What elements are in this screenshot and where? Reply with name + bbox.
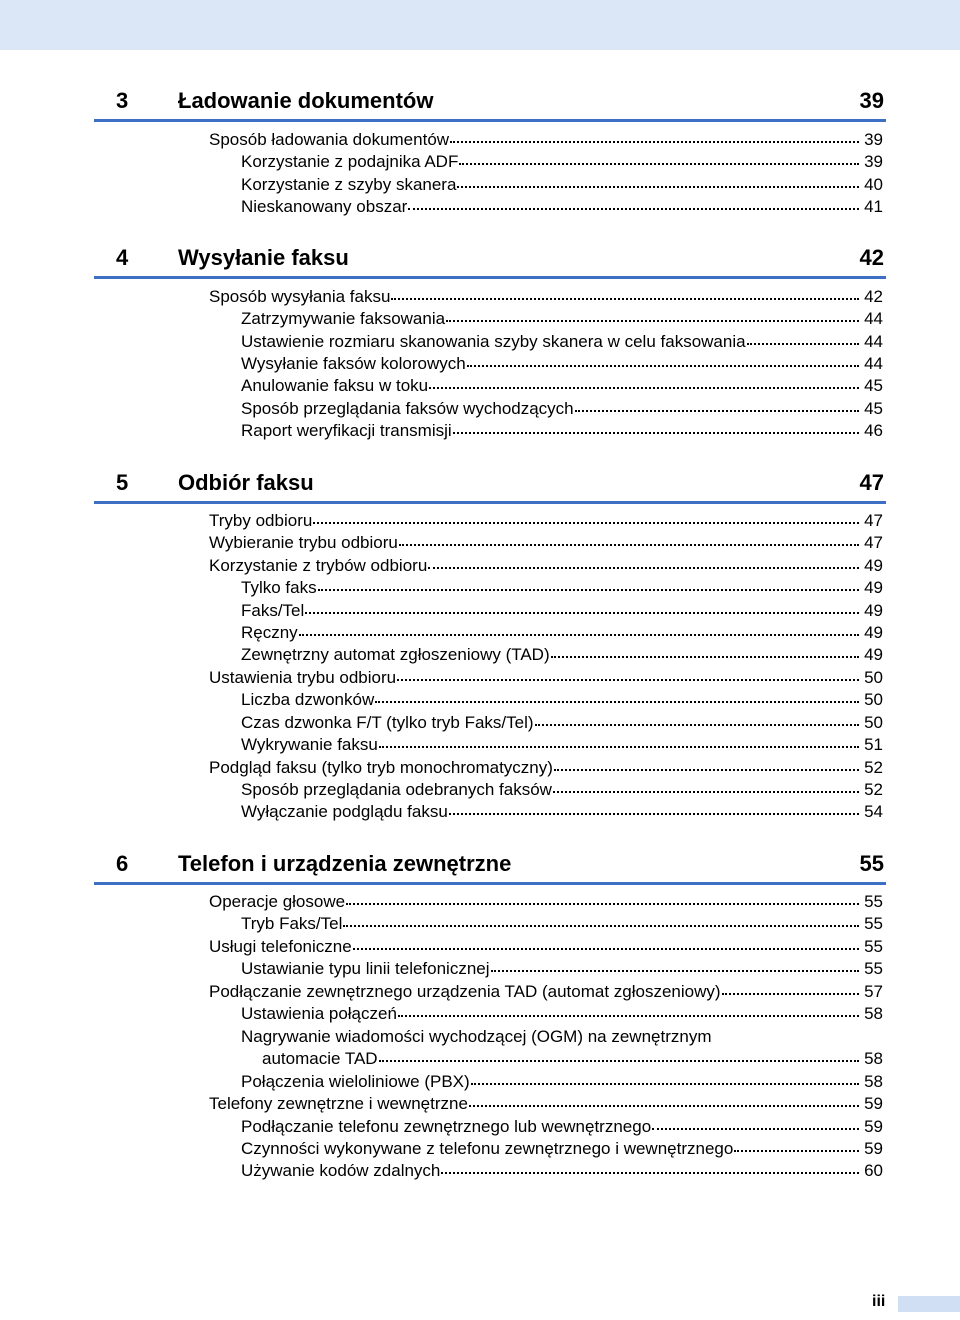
toc-entry[interactable] bbox=[241, 376, 883, 398]
chapter-section bbox=[0, 88, 960, 118]
dot-leader bbox=[313, 522, 859, 524]
toc-entry-page: 55 bbox=[864, 959, 883, 978]
toc-entry-page: 52 bbox=[864, 780, 883, 799]
toc-entry-title: Ustawienie rozmiaru skanowania szyby skanera w celu faksowania bbox=[241, 332, 746, 351]
toc-entry-page: 50 bbox=[864, 713, 883, 732]
toc-entry[interactable] bbox=[241, 1161, 883, 1183]
toc-entry[interactable] bbox=[209, 758, 883, 780]
toc-entry[interactable] bbox=[241, 623, 883, 645]
dot-leader bbox=[408, 208, 859, 210]
toc-entry[interactable] bbox=[209, 511, 883, 533]
toc-entry-title: Faks/Tel bbox=[241, 601, 305, 620]
toc-entry[interactable] bbox=[241, 713, 883, 735]
toc-entry-page: 49 bbox=[864, 578, 883, 597]
toc-entry-title: Nieskanowany obszar bbox=[241, 197, 408, 216]
toc-entry[interactable] bbox=[241, 690, 883, 712]
toc-entry[interactable] bbox=[241, 332, 883, 354]
toc-entry[interactable] bbox=[209, 1094, 883, 1116]
toc-entry[interactable] bbox=[241, 354, 883, 376]
chapter-section bbox=[0, 851, 960, 881]
toc-entry[interactable] bbox=[241, 959, 883, 981]
toc-entry-page: 42 bbox=[864, 287, 883, 306]
toc-entry-title: Podłączanie zewnętrznego urządzenia TAD (automat zgłoszeniowy) bbox=[209, 982, 721, 1001]
chapter-divider bbox=[94, 501, 886, 504]
chapter-heading[interactable] bbox=[0, 88, 960, 118]
dot-leader bbox=[353, 948, 859, 950]
dot-leader bbox=[379, 1060, 859, 1062]
toc-entry[interactable] bbox=[209, 287, 883, 309]
dot-leader bbox=[375, 701, 859, 703]
toc-entry-page: 55 bbox=[864, 937, 883, 956]
chapter-number: 4 bbox=[116, 245, 129, 270]
toc-entry-page: 49 bbox=[864, 623, 883, 642]
toc-entry-page: 45 bbox=[864, 399, 883, 418]
dot-leader bbox=[491, 970, 859, 972]
toc-entry-page: 49 bbox=[864, 556, 883, 575]
toc-entry-title: Czynności wykonywane z telefonu zewnętrznego i wewnętrznego bbox=[241, 1139, 734, 1158]
dot-leader bbox=[467, 365, 859, 367]
chapter-page: 42 bbox=[859, 245, 884, 270]
dot-leader bbox=[459, 163, 859, 165]
toc-entry[interactable]: Nagrywanie wiadomości wychodzącej (OGM) na zewnętrznym bbox=[241, 1027, 712, 1046]
toc-entry-title: automacie TAD bbox=[262, 1049, 378, 1068]
toc-entry-title: Operacje głosowe bbox=[209, 892, 346, 911]
toc-entry-title: Tryb Faks/Tel bbox=[241, 914, 343, 933]
toc-entry-title: Wykrywanie faksu bbox=[241, 735, 378, 754]
chapter-heading[interactable] bbox=[0, 851, 960, 881]
dot-leader bbox=[346, 903, 859, 905]
toc-entry-page: 59 bbox=[864, 1117, 883, 1136]
toc-entry[interactable] bbox=[209, 892, 883, 914]
toc-entry-page: 58 bbox=[864, 1049, 883, 1068]
chapter-heading[interactable] bbox=[0, 245, 960, 275]
toc-entry-page: 40 bbox=[864, 175, 883, 194]
toc-entry-title: Zewnętrzny automat zgłoszeniowy (TAD) bbox=[241, 645, 550, 664]
dot-leader bbox=[457, 186, 859, 188]
toc-entry-page: 49 bbox=[864, 601, 883, 620]
toc-entry[interactable] bbox=[241, 735, 883, 757]
toc-entry-page: 50 bbox=[864, 690, 883, 709]
toc-entry-page: 39 bbox=[864, 152, 883, 171]
dot-leader bbox=[734, 1150, 859, 1152]
toc-entry-title: Sposób wysyłania faksu bbox=[209, 287, 391, 306]
toc-entry[interactable] bbox=[262, 1049, 883, 1071]
dot-leader bbox=[453, 432, 859, 434]
toc-entry[interactable] bbox=[241, 309, 883, 331]
toc-entry-title: Korzystanie z podajnika ADF bbox=[241, 152, 459, 171]
chapter-title: Odbiór faksu bbox=[178, 470, 314, 495]
chapter-page: 47 bbox=[859, 470, 884, 495]
toc-entry[interactable] bbox=[241, 175, 883, 197]
toc-entry-page: 44 bbox=[864, 309, 883, 328]
dot-leader bbox=[305, 612, 859, 614]
chapter-number: 3 bbox=[116, 88, 129, 113]
chapter-number: 6 bbox=[116, 851, 129, 876]
toc-entry[interactable] bbox=[241, 197, 883, 219]
chapter-heading[interactable] bbox=[0, 470, 960, 500]
toc-entry[interactable] bbox=[209, 556, 883, 578]
toc-entry-page: 46 bbox=[864, 421, 883, 440]
dot-leader bbox=[535, 724, 859, 726]
dot-leader bbox=[469, 1105, 859, 1107]
toc-entry-title: Ustawienia połączeń bbox=[241, 1004, 397, 1023]
dot-leader bbox=[343, 925, 859, 927]
toc-entry[interactable] bbox=[241, 601, 883, 623]
dot-leader bbox=[399, 544, 859, 546]
dot-leader bbox=[379, 746, 859, 748]
toc-entry[interactable] bbox=[241, 421, 883, 443]
toc-entry-page: 55 bbox=[864, 892, 883, 911]
toc-entry-page: 45 bbox=[864, 376, 883, 395]
toc-entry[interactable] bbox=[241, 578, 883, 600]
toc-entry-page: 41 bbox=[864, 197, 883, 216]
toc-entry[interactable] bbox=[209, 668, 883, 690]
chapter-divider bbox=[94, 119, 886, 122]
chapter-title: Telefon i urządzenia zewnętrzne bbox=[178, 851, 512, 876]
toc-entry-title: Korzystanie z szyby skanera bbox=[241, 175, 457, 194]
toc-entry-title: Korzystanie z trybów odbioru bbox=[209, 556, 428, 575]
toc-entry-page: 58 bbox=[864, 1004, 883, 1023]
toc-entry[interactable] bbox=[241, 1117, 883, 1139]
toc-entry-title: Ustawianie typu linii telefonicznej bbox=[241, 959, 490, 978]
toc-entry[interactable] bbox=[241, 399, 883, 421]
toc-entry[interactable] bbox=[209, 937, 883, 959]
toc-entry-title: Sposób przeglądania faksów wychodzących bbox=[241, 399, 574, 418]
dot-leader bbox=[554, 769, 859, 771]
dot-leader bbox=[553, 791, 859, 793]
dot-leader bbox=[391, 298, 859, 300]
dot-leader bbox=[450, 141, 859, 143]
toc-entry-title: Czas dzwonka F/T (tylko tryb Faks/Tel) bbox=[241, 713, 534, 732]
toc-entry-title: Podłączanie telefonu zewnętrznego lub wewnętrznego bbox=[241, 1117, 652, 1136]
dot-leader bbox=[446, 320, 859, 322]
dot-leader bbox=[449, 813, 859, 815]
dot-leader bbox=[299, 634, 859, 636]
toc-entry-page: 57 bbox=[864, 982, 883, 1001]
dot-leader bbox=[551, 656, 859, 658]
toc-entry-title: Ręczny bbox=[241, 623, 298, 642]
chapter-page: 55 bbox=[859, 851, 884, 876]
toc-entry[interactable] bbox=[241, 645, 883, 667]
toc-entry-page: 51 bbox=[864, 735, 883, 754]
toc-entry[interactable] bbox=[241, 802, 883, 824]
toc-entry-title: Usługi telefoniczne bbox=[209, 937, 352, 956]
toc-entry-title: Wysyłanie faksów kolorowych bbox=[241, 354, 466, 373]
toc-entry-title: Ustawienia trybu odbioru bbox=[209, 668, 397, 687]
toc-entry[interactable] bbox=[241, 1139, 883, 1161]
toc-entry-title: Podgląd faksu (tylko tryb monochromatyczny) bbox=[209, 758, 553, 777]
chapter-title: Wysyłanie faksu bbox=[178, 245, 349, 270]
toc-entry[interactable] bbox=[209, 982, 883, 1004]
toc-entry-title: Raport weryfikacji transmisji bbox=[241, 421, 452, 440]
toc-entry-title: Telefony zewnętrzne i wewnętrzne bbox=[209, 1094, 468, 1113]
toc-entry[interactable] bbox=[209, 533, 883, 555]
toc-entry-page: 59 bbox=[864, 1139, 883, 1158]
dot-leader bbox=[471, 1083, 859, 1085]
dot-leader bbox=[652, 1128, 859, 1130]
toc-entry-page: 44 bbox=[864, 354, 883, 373]
toc-entry-page: 60 bbox=[864, 1161, 883, 1180]
toc-entry[interactable] bbox=[241, 1072, 883, 1094]
toc-entry-page: 44 bbox=[864, 332, 883, 351]
chapter-page: 39 bbox=[859, 88, 884, 113]
chapter-section bbox=[0, 470, 960, 500]
dot-leader bbox=[441, 1172, 859, 1174]
dot-leader bbox=[428, 567, 859, 569]
toc-entry-page: 52 bbox=[864, 758, 883, 777]
toc-entry-page: 47 bbox=[864, 511, 883, 530]
toc-entry[interactable] bbox=[209, 130, 883, 152]
toc-entry-title: Tylko faks bbox=[241, 578, 317, 597]
dot-leader bbox=[722, 993, 859, 995]
toc-entry-page: 50 bbox=[864, 668, 883, 687]
dot-leader bbox=[747, 343, 859, 345]
toc-entry[interactable] bbox=[241, 780, 883, 802]
toc-entry-page: 59 bbox=[864, 1094, 883, 1113]
toc-entry-title: Połączenia wieloliniowe (PBX) bbox=[241, 1072, 470, 1091]
toc-entry-title: Zatrzymywanie faksowania bbox=[241, 309, 446, 328]
toc-entry-title: Wybieranie trybu odbioru bbox=[209, 533, 398, 552]
chapter-divider bbox=[94, 882, 886, 885]
chapter-section bbox=[0, 245, 960, 275]
toc-entry[interactable] bbox=[241, 1004, 883, 1026]
dot-leader bbox=[397, 679, 859, 681]
header-band bbox=[0, 0, 960, 50]
toc-entry-page: 49 bbox=[864, 645, 883, 664]
chapter-title: Ładowanie dokumentów bbox=[178, 88, 434, 113]
dot-leader bbox=[318, 589, 859, 591]
toc-entry-page: 55 bbox=[864, 914, 883, 933]
toc-entry[interactable] bbox=[241, 914, 883, 936]
toc-entry-title: Używanie kodów zdalnych bbox=[241, 1161, 441, 1180]
dot-leader bbox=[429, 387, 859, 389]
toc-entry-page: 54 bbox=[864, 802, 883, 821]
dot-leader bbox=[398, 1015, 859, 1017]
toc-entry[interactable] bbox=[241, 152, 883, 174]
toc-entry-page: 58 bbox=[864, 1072, 883, 1091]
chapter-number: 5 bbox=[116, 470, 129, 495]
toc-entry-page: 39 bbox=[864, 130, 883, 149]
toc-entry-page: 47 bbox=[864, 533, 883, 552]
toc-entry-title: Wyłączanie podglądu faksu bbox=[241, 802, 448, 821]
toc-entry-title: Liczba dzwonków bbox=[241, 690, 375, 709]
dot-leader bbox=[575, 410, 859, 412]
footer-band bbox=[898, 1296, 960, 1312]
toc-entry-title: Sposób ładowania dokumentów bbox=[209, 130, 450, 149]
toc-entry-title: Sposób przeglądania odebranych faksów bbox=[241, 780, 552, 799]
toc-entry-title: Anulowanie faksu w toku bbox=[241, 376, 429, 395]
chapter-divider bbox=[94, 276, 886, 279]
toc-entry-title: Tryby odbioru bbox=[209, 511, 313, 530]
page-number: iii bbox=[872, 1293, 886, 1310]
